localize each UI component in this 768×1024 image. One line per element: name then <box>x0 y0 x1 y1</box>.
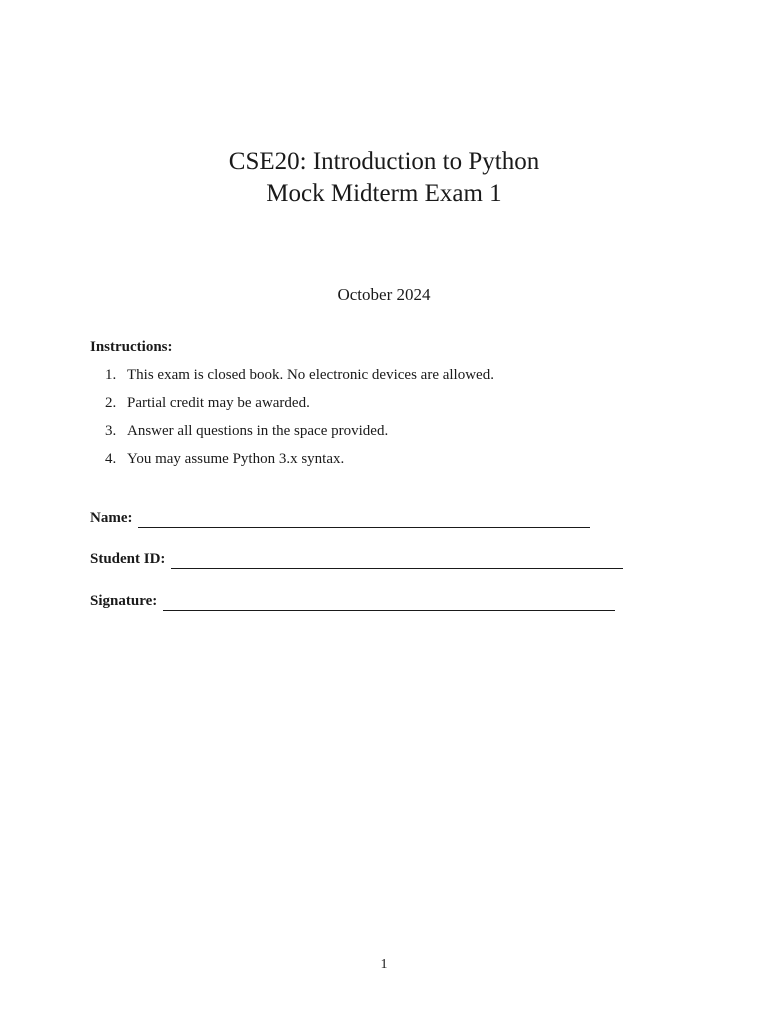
instruction-item <box>105 365 494 393</box>
instruction-item <box>105 449 494 477</box>
exam-subtitle: Mock Midterm Exam 1 <box>266 180 502 207</box>
instruction-number: 3. <box>105 423 117 439</box>
instruction-item <box>105 393 494 421</box>
signature-input-line[interactable] <box>163 593 615 611</box>
signature-label: Signature: <box>90 593 158 609</box>
course-title: CSE20: Introduction to Python <box>228 148 540 175</box>
instructions-list <box>105 365 494 477</box>
exam-date: October 2024 <box>337 285 431 304</box>
instruction-item <box>105 421 494 449</box>
student-id-label: Student ID: <box>90 551 166 567</box>
name-label: Name: <box>90 510 133 526</box>
student-id-field <box>90 549 623 569</box>
name-field <box>90 508 590 528</box>
instruction-number: 4. <box>105 451 117 467</box>
student-id-input-line[interactable] <box>171 551 623 569</box>
instruction-number: 2. <box>105 395 117 411</box>
exam-title <box>0 146 768 210</box>
instruction-number: 1. <box>105 367 117 383</box>
instruction-text: This exam is closed book. No electronic devices are allowed. <box>127 367 494 383</box>
page-number: 1 <box>380 957 388 972</box>
instruction-text: Answer all questions in the space provided. <box>127 423 389 439</box>
instructions-heading: Instructions: <box>90 339 173 355</box>
instruction-text: Partial credit may be awarded. <box>127 395 310 411</box>
signature-field <box>90 591 615 611</box>
instruction-text: You may assume Python 3.x syntax. <box>127 451 345 467</box>
name-input-line[interactable] <box>138 510 590 528</box>
